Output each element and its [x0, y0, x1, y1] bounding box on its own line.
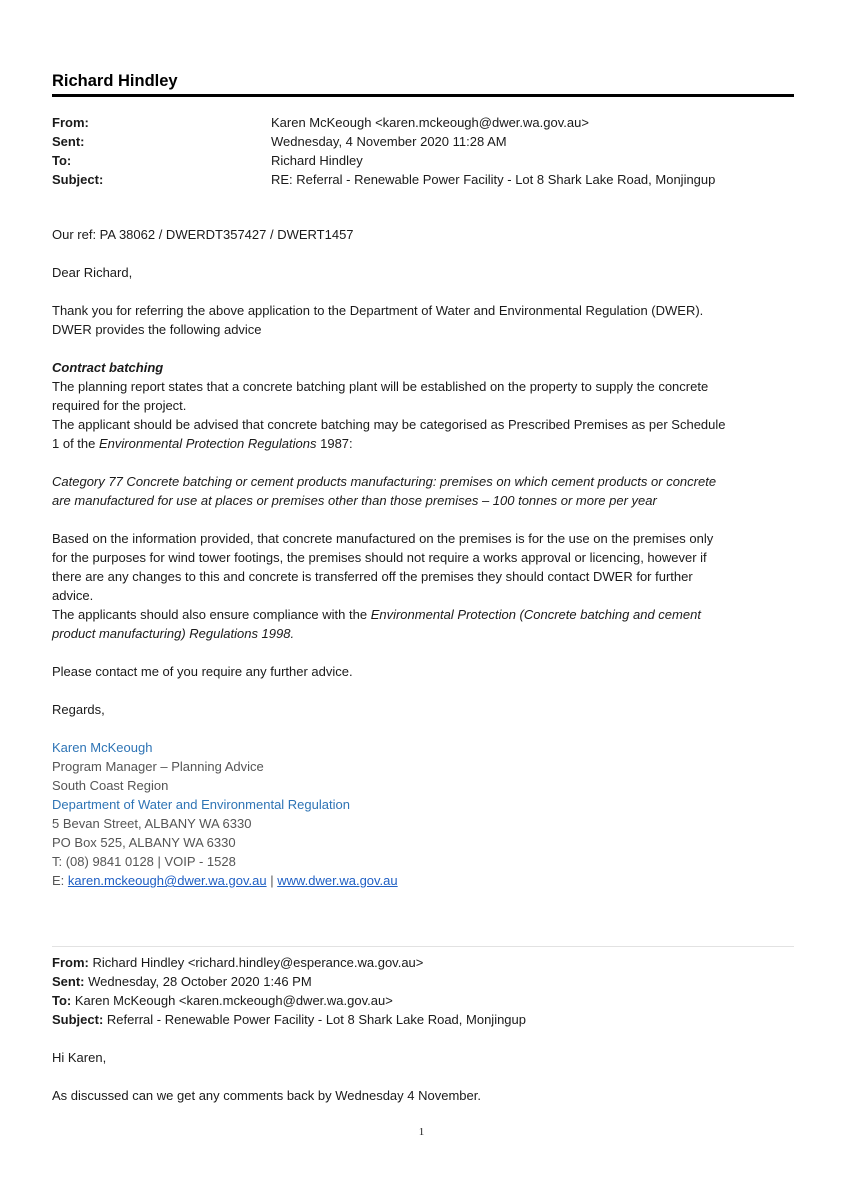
- signature-address-po: PO Box 525, ALBANY WA 6330: [52, 835, 236, 850]
- signature-contact: [52, 871, 794, 890]
- forwarded-from-value: Richard Hindley <richard.hindley@esperance.wa.gov.au>: [88, 955, 424, 970]
- forwarded-subject-row: [52, 1010, 794, 1029]
- link-separator: |: [266, 873, 278, 888]
- regulation-name: Environmental Protection Regulations: [98, 436, 317, 451]
- from-label: From:: [52, 115, 89, 130]
- paragraph-line: there are any changes to this and concrete is transferred off the premises they should contact DWER for further: [52, 569, 693, 584]
- page-number: 1: [418, 1126, 425, 1138]
- document-owner-name: Richard Hindley: [52, 72, 178, 90]
- signature-department: Department of Water and Environmental Regulation: [52, 797, 350, 812]
- forwarded-sent-label: Sent:: [52, 974, 85, 989]
- forwarded-to-value: Karen McKeough <karen.mckeough@dwer.wa.gov.au>: [71, 993, 393, 1008]
- intro-paragraph: [52, 301, 794, 339]
- paragraph-line: product manufacturing) Regulations 1998.: [52, 626, 295, 641]
- advice-paragraph: [52, 529, 794, 643]
- closing-request: Please contact me of you require any further advice.: [52, 664, 353, 679]
- paragraph-line: required for the project.: [52, 398, 187, 413]
- forwarded-message: As discussed can we get any comments back by Wednesday 4 November.: [52, 1088, 481, 1103]
- forwarded-from-label: From:: [52, 955, 89, 970]
- signature-phone: T: (08) 9841 0128 | VOIP - 1528: [52, 854, 236, 869]
- paragraph-line: advice.: [52, 588, 94, 603]
- forwarded-sent-row: [52, 972, 794, 991]
- quote-line: Category 77 Concrete batching or cement products manufacturing: premises on which cement products or concrete: [52, 474, 717, 489]
- to-label: To:: [52, 153, 72, 168]
- website-link[interactable]: www.dwer.wa.gov.au: [277, 873, 398, 888]
- text-run: 1 of the: [52, 436, 99, 451]
- forwarded-sent-value: Wednesday, 28 October 2020 1:46 PM: [84, 974, 312, 989]
- section-heading: Contract batching: [52, 360, 164, 375]
- paragraph-line: The applicant should be advised that concrete batching may be categorised as Prescribed Premises as per Schedule: [52, 417, 726, 432]
- intro-line: Thank you for referring the above application to the Department of Water and Environmental Regulation (DWER).: [52, 303, 704, 318]
- sent-label: Sent:: [52, 134, 85, 149]
- from-row: [52, 113, 794, 132]
- signature-address-street: 5 Bevan Street, ALBANY WA 6330: [52, 816, 252, 831]
- text-run: 1987:: [316, 436, 353, 451]
- sent-value: Wednesday, 4 November 2020 11:28 AM: [271, 134, 507, 149]
- paragraph-line: for the purposes for wind tower footings, the premises should not require a works approval or licencing, however if: [52, 550, 707, 565]
- forwarded-from-row: [52, 953, 794, 972]
- paragraph-line: The planning report states that a concrete batching plant will be established on the property to supply the concrete: [52, 379, 709, 394]
- signature-title: Program Manager – Planning Advice: [52, 759, 264, 774]
- forwarded-subject-label: Subject:: [52, 1012, 104, 1027]
- email-prefix: E:: [52, 873, 68, 888]
- signature-region: South Coast Region: [52, 778, 169, 793]
- batching-section: [52, 358, 794, 453]
- sent-row: [52, 132, 794, 151]
- signature-name: Karen McKeough: [52, 740, 153, 755]
- forwarded-to-row: [52, 991, 794, 1010]
- subject-value: RE: Referral - Renewable Power Facility - Lot 8 Shark Lake Road, Monjingup: [271, 172, 716, 187]
- category-quote: [52, 472, 794, 510]
- regulation-name: Environmental Protection (Concrete batching and cement: [370, 607, 701, 622]
- paragraph-line: [52, 434, 794, 453]
- forwarded-header: [52, 953, 794, 1029]
- intro-line: DWER provides the following advice: [52, 322, 262, 337]
- from-value: Karen McKeough <karen.mckeough@dwer.wa.gov.au>: [271, 115, 589, 130]
- message-divider: [52, 946, 794, 947]
- paragraph-line: [52, 605, 794, 624]
- subject-label: Subject:: [52, 172, 104, 187]
- forwarded-greeting: Hi Karen,: [52, 1050, 107, 1065]
- subject-row: [52, 170, 794, 189]
- paragraph-line: Based on the information provided, that concrete manufactured on the premises is for the use on the premises only: [52, 531, 714, 546]
- email-header: [52, 113, 794, 189]
- signature-block: [52, 738, 794, 890]
- regards: Regards,: [52, 702, 105, 717]
- to-row: [52, 151, 794, 170]
- our-ref: Our ref: PA 38062 / DWERDT357427 / DWERT1457: [52, 227, 354, 242]
- text-run: The applicants should also ensure compliance with the: [52, 607, 371, 622]
- forwarded-to-label: To:: [52, 993, 72, 1008]
- to-value: Richard Hindley: [271, 153, 363, 168]
- email-link[interactable]: karen.mckeough@dwer.wa.gov.au: [67, 873, 267, 888]
- forwarded-subject-value: Referral - Renewable Power Facility - Lot 8 Shark Lake Road, Monjingup: [103, 1012, 526, 1027]
- header-rule: [52, 94, 794, 97]
- quote-line: are manufactured for use at places or premises other than those premises – 100 tonnes or more per year: [52, 493, 657, 508]
- greeting: Dear Richard,: [52, 265, 133, 280]
